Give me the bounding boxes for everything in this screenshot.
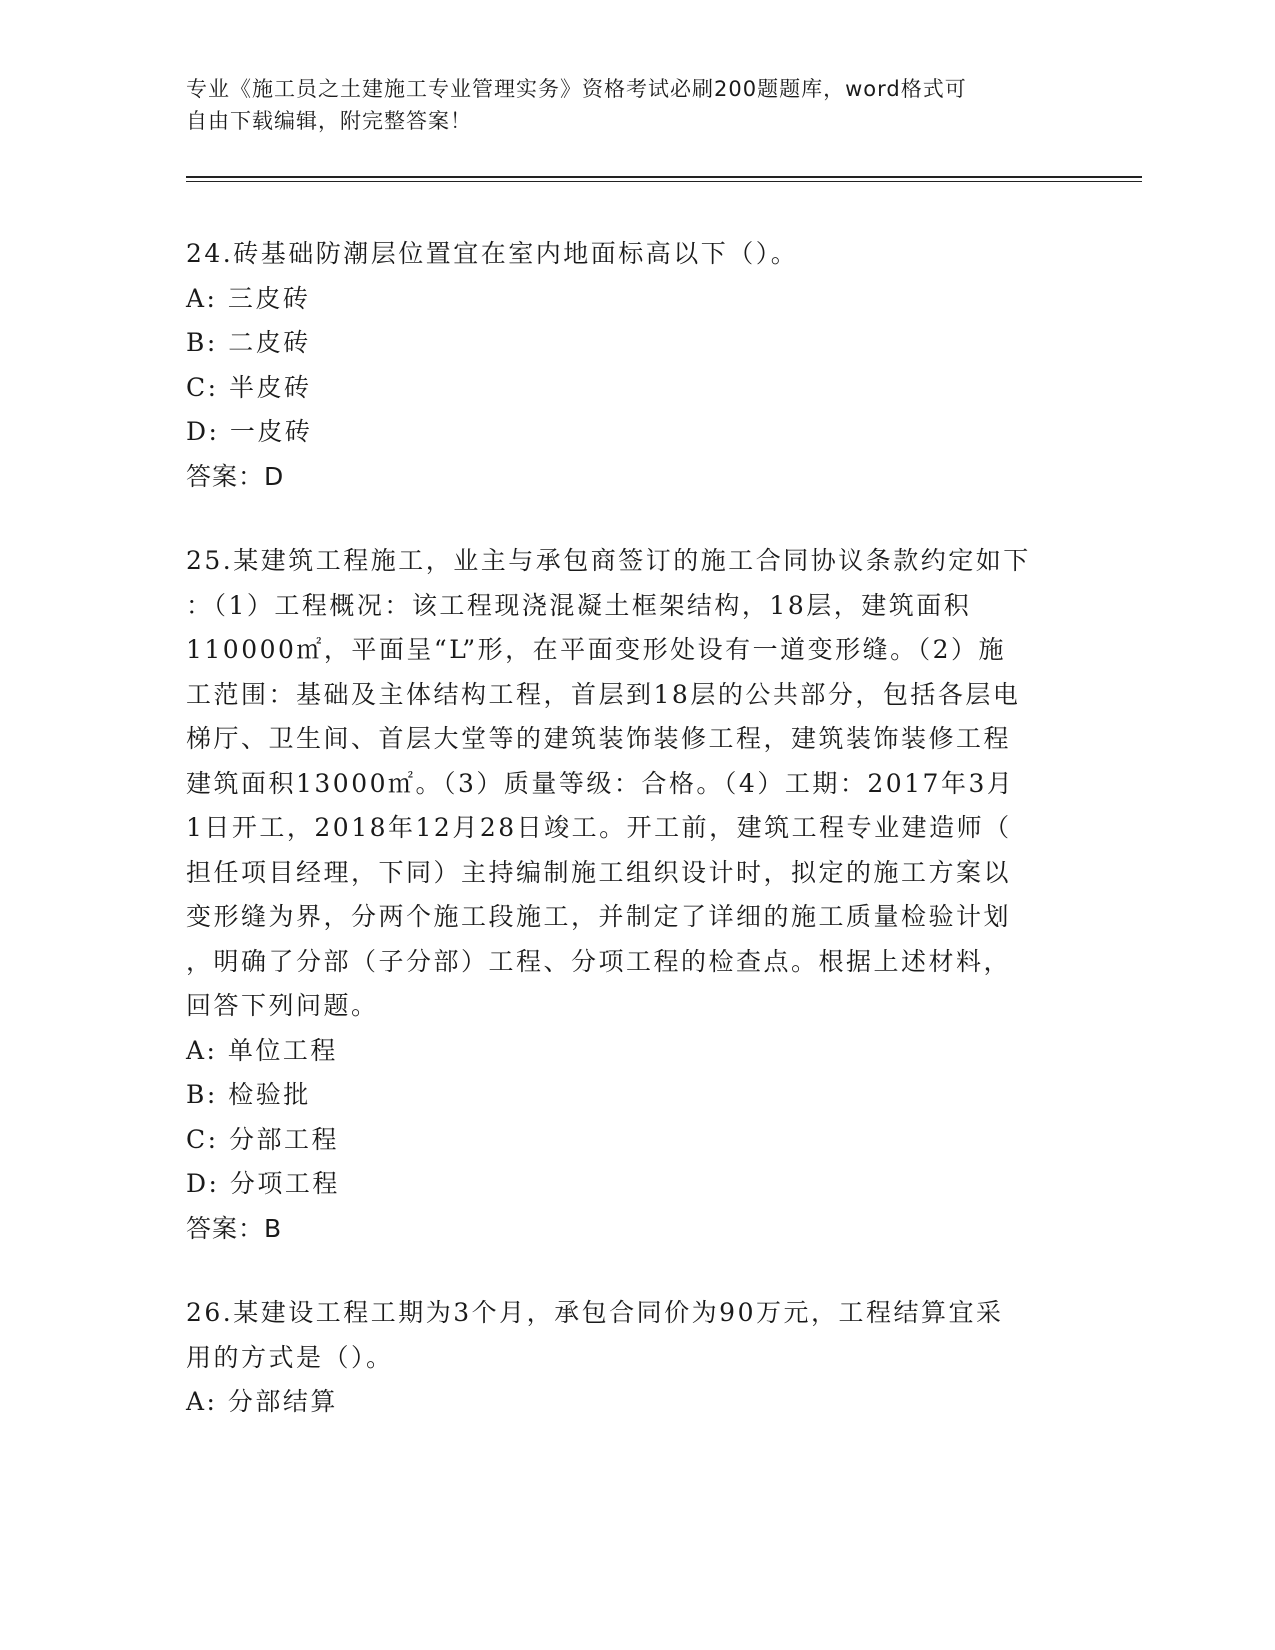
question-text-line: 工范围：基础及主体结构工程，首层到18层的公共部分，包括各层电 (186, 679, 1021, 709)
header-line-2: 自由下载编辑，附完整答案！ (186, 109, 472, 133)
option-c: C: 半皮砖 (186, 372, 312, 402)
option-c: C: 分部工程 (186, 1124, 339, 1154)
question-text-line: 担任项目经理，下同）主持编制施工组织设计时，拟定的施工方案以 (186, 857, 1012, 887)
answer-label: 答案：D (186, 461, 285, 491)
option-a: A: 单位工程 (186, 1035, 338, 1065)
document-header (186, 73, 1066, 137)
header-divider (186, 176, 1142, 182)
option-d: D: 分项工程 (186, 1169, 340, 1198)
question-text-line: 回答下列问题。 (186, 991, 379, 1020)
question-text-line: 110000㎡，平面呈“L”形，在平面变形处设有一道变形缝。（2）施 (186, 635, 1007, 664)
option-d: D: 一皮砖 (186, 417, 313, 446)
option-b: B: 二皮砖 (186, 328, 311, 357)
option-a: A: 三皮砖 (186, 283, 311, 313)
question-text-line: 变形缝为界，分两个施工段施工，并制定了详细的施工质量检验计划 (186, 902, 1012, 931)
question-text-line: ：（1）工程概况：该工程现浇混凝土框架结构，18层，建筑面积 (186, 590, 972, 620)
option-b: B: 检验批 (186, 1080, 311, 1109)
question-text-line: 用的方式是（）。 (186, 1342, 394, 1372)
question-text-line: ，明确了分部（子分部）工程、分项工程的检查点。根据上述材料， (186, 946, 1012, 976)
question-text-line: 1日开工，2018年12月28日竣工。开工前，建筑工程专业建造师（ (186, 813, 1012, 842)
question-26 (186, 1291, 1066, 1425)
answer-label: 答案：B (186, 1213, 283, 1243)
question-list (186, 232, 1066, 1465)
question-text-line: 25.某建筑工程施工，业主与承包商签订的施工合同协议条款约定如下 (186, 546, 1031, 575)
question-text-line: 梯厅、卫生间、首层大堂等的建筑装饰装修工程，建筑装饰装修工程 (186, 724, 1012, 753)
question-text-line: 建筑面积13000㎡。（3）质量等级：合格。（4）工期：2017年3月 (186, 768, 1015, 798)
question-text: 24.砖基础防潮层位置宜在室内地面标高以下（）。 (186, 239, 799, 268)
question-25 (186, 539, 1066, 1251)
option-a: A: 分部结算 (186, 1387, 338, 1416)
header-line-1: 专业《施工员之土建施工专业管理实务》资格考试必刷200题题库，word格式可 (186, 77, 967, 101)
question-24 (186, 232, 1066, 499)
question-text-line: 26.某建设工程工期为3个月，承包合同价为90万元，工程结算宜采 (186, 1298, 1004, 1327)
